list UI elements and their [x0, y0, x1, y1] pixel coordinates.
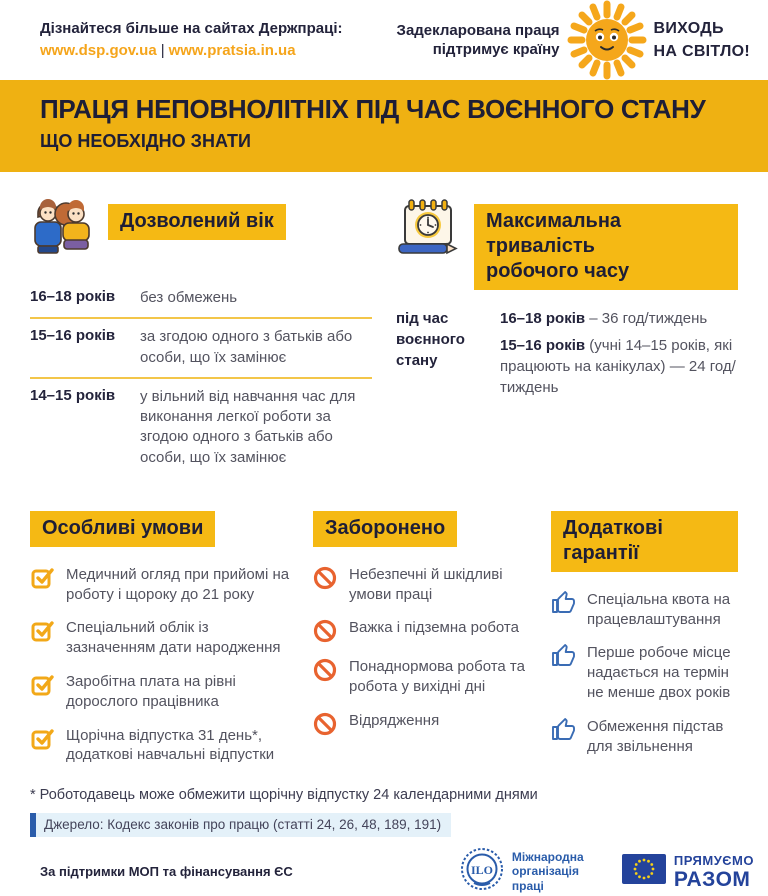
item-text: Відрядження [349, 711, 440, 729]
list-item [30, 565, 295, 605]
eu-text-line2: РАЗОМ [673, 868, 751, 892]
slogan-line2: підтримує країну [432, 41, 560, 58]
header-campaign [397, 1, 750, 79]
title-band [0, 80, 768, 172]
eu-text-line1: ПРЯМУЄМО [673, 853, 754, 869]
allowed-age-table [30, 280, 372, 477]
item-text: Спеціальна квота на працевлаштування [587, 590, 731, 628]
age-row [30, 317, 372, 377]
header-links [40, 40, 343, 62]
item-text: Важка і підземна робота [349, 619, 519, 637]
item-text: Медичний огляд при прийомі на роботу і щороку до 21 року [66, 565, 290, 603]
list-item [551, 643, 738, 702]
max-hours-heading-line2: робочого часу [486, 260, 630, 282]
support-note: За підтримки МОП та фінансування ЄС [40, 864, 293, 880]
age-rule: без обмежень [140, 289, 238, 306]
calendar-clock-icon [396, 196, 460, 260]
guarantees-heading: Додаткові гарантії [551, 511, 738, 572]
item-text: Спеціальний облік із зазначенням дати народження [66, 619, 281, 657]
list-item [30, 672, 295, 712]
list-item [551, 717, 738, 757]
list-item [313, 565, 533, 605]
page-title: ПРАЦЯ НЕПОВНОЛІТНІХ ПІД ЧАС ВОЄННОГО СТАНУ [40, 94, 706, 124]
special-conditions-heading: Особливі умови [30, 511, 215, 547]
prohibited-icon [313, 712, 337, 736]
checkbox-icon [30, 727, 54, 751]
checkbox-icon [30, 566, 54, 590]
allowed-age-heading: Дозволений вік [108, 204, 286, 240]
people-icon [30, 196, 94, 260]
hours-item [500, 335, 738, 398]
thumbs-up-icon [551, 644, 575, 668]
source-note: Джерело: Кодекс законів про працю (статті 24, 26, 48, 189, 191) [30, 813, 451, 837]
list-item [30, 726, 295, 766]
callout-line2: НА СВІТЛО! [653, 43, 750, 60]
header-info [40, 18, 343, 62]
hours-value: – 36 год/тиждень [585, 310, 708, 327]
section-max-hours [396, 196, 738, 477]
section-special-conditions [30, 511, 295, 765]
hours-age: 16–18 років [500, 310, 586, 327]
prohibited-icon [313, 619, 337, 643]
top-header [0, 0, 768, 80]
age-range: 15–16 років [30, 327, 116, 345]
link-dsp[interactable]: www.dsp.gov.ua [40, 42, 157, 59]
hours-item [500, 308, 738, 329]
item-text: Заробітна плата на рівні дорослого працівника [66, 672, 236, 710]
slogan-line1: Задекларована праця [396, 21, 560, 39]
checkbox-icon [30, 673, 54, 697]
list-item [313, 618, 533, 643]
age-range: 14–15 років [30, 386, 116, 404]
martial-law-condition: під час воєнного стану [396, 310, 465, 369]
prohibited-heading: Заборонено [313, 511, 457, 547]
eu-logo-block [622, 853, 754, 890]
section-prohibited [313, 511, 533, 765]
max-hours-heading [474, 204, 738, 290]
hours-list [500, 308, 738, 404]
list-item [313, 657, 533, 697]
item-text: Небезпечні й шкідливі умови праці [349, 565, 503, 603]
age-row [30, 377, 372, 477]
thumbs-up-icon [551, 591, 575, 615]
eu-flag-icon [622, 854, 666, 889]
prohibited-icon [313, 658, 337, 682]
svg-text:ILO: ILO [470, 863, 493, 878]
item-text: Перше робоче місце надається на термін не менше двох років [587, 644, 731, 701]
checkbox-icon [30, 619, 54, 643]
ilo-logo [460, 847, 504, 896]
sun-icon [568, 1, 646, 79]
hours-age: 15–16 років [500, 337, 586, 354]
thumbs-up-icon [551, 718, 575, 742]
content [0, 196, 768, 837]
item-text: Понаднормова робота та робота у вихідні дні [349, 658, 525, 696]
ilo-logo-block [460, 847, 596, 896]
link-separator: | [160, 42, 165, 59]
section-guarantees [551, 511, 738, 765]
list-item [551, 590, 738, 630]
callout-line1: ВИХОДЬ [653, 19, 724, 37]
link-pratsia[interactable]: www.pratsia.in.ua [168, 42, 296, 59]
page-subtitle: ЩО НЕОБХІДНО ЗНАТИ [40, 131, 251, 151]
hours-value: (учні 14–15 років, які працюють на канікулах) — 24 год/тиждень [500, 337, 736, 396]
header-info-label: Дізнайтеся більше на сайтах Держпраці: [40, 20, 343, 38]
max-hours-heading-line1: Максимальна тривалість [486, 210, 622, 257]
prohibited-icon [313, 566, 337, 590]
age-rule: за згодою одного з батьків або особи, що їх замінює [140, 328, 353, 366]
footer [0, 837, 768, 896]
list-item [30, 618, 295, 658]
age-row [30, 280, 372, 317]
age-rule: у вільний від навчання час для виконання легкої роботи за згодою одного з батьків або особи, що їх замінює [140, 387, 356, 466]
campaign-callout [654, 17, 750, 63]
eu-campaign-text [674, 853, 754, 890]
item-text: Обмеження підстав для звільнення [587, 717, 724, 755]
section-allowed-age [30, 196, 372, 477]
item-text: Щорічна відпустка 31 день*, додаткові навчальні відпустки [66, 726, 275, 764]
age-range: 16–18 років [30, 288, 116, 305]
footnote: * Роботодавець може обмежити щорічну відпустку 24 календарними днями [30, 787, 538, 804]
campaign-slogan [397, 21, 560, 60]
list-item [313, 711, 533, 736]
ilo-name: Міжнародна організація праці [511, 850, 584, 893]
